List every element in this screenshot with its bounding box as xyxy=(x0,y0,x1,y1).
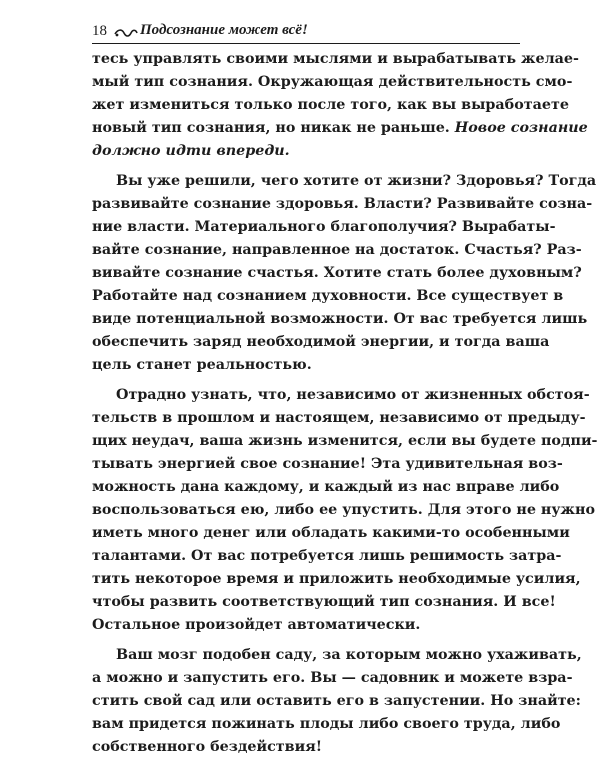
text-line: Остальное произойдет автоматически. xyxy=(92,617,421,633)
italic-segment: Новое сознание xyxy=(449,120,588,136)
paragraph xyxy=(92,170,597,377)
body-text xyxy=(92,48,598,759)
page-header xyxy=(92,21,520,43)
flourish-ornament-icon xyxy=(114,27,138,39)
text-line: Отрадно узнать, что, независимо от жизненных обстоя- xyxy=(116,387,590,403)
text-line: воспользоваться ею, либо ее упустить. Для этого не нужно xyxy=(92,502,595,518)
text-line: вам придется пожинать плоды либо своего труда, либо xyxy=(92,716,561,732)
text-line: Работайте над сознанием духовности. Все существует в xyxy=(92,288,564,304)
text-line: жет измениться только после того, как вы выработаете xyxy=(92,97,569,113)
running-title: Подсознание может всё! xyxy=(140,22,308,38)
text-line: чтобы развить соответствующий тип сознания. И все! xyxy=(92,594,556,610)
text-line: тельств в прошлом и настоящем, независимо от предыду- xyxy=(92,410,586,426)
text-line: можность дана каждому, и каждый из нас вправе либо xyxy=(92,479,560,495)
text-line: стить свой сад или оставить его в запустении. Но знайте: xyxy=(92,693,581,709)
page-number: 18 xyxy=(92,23,107,39)
text-line: тить некоторое время и приложить необходимые усилия, xyxy=(92,571,581,587)
text-line: должно идти впереди. xyxy=(92,143,290,159)
text-line: обеспечить заряд необходимой энергии, и тогда ваша xyxy=(92,334,550,350)
text-line: щих неудач, ваша жизнь изменится, если вы будете подпи- xyxy=(92,433,598,449)
text-line xyxy=(92,117,588,140)
text-line: а можно и запустить его. Вы — садовник и можете взра- xyxy=(92,670,573,686)
text-line: иметь много денег или обладать какими-то особенными xyxy=(92,525,570,541)
text-line: собственного бездействия! xyxy=(92,739,323,755)
text-line: талантами. От вас потребуется лишь решимость затра- xyxy=(92,548,562,564)
paragraph xyxy=(92,48,588,163)
text-segment: новый тип сознания, но никак не раньше. xyxy=(92,120,450,136)
text-line: цель станет реальностью. xyxy=(92,357,312,373)
text-line: Вы уже решили, чего хотите от жизни? Здоровья? Тогда xyxy=(116,173,597,189)
text-line: виде потенциальной возможности. От вас требуется лишь xyxy=(92,311,588,327)
text-line: вайте сознание, направленное на достаток. Счастья? Раз- xyxy=(92,242,582,258)
header-rule xyxy=(92,43,520,44)
text-line: мый тип сознания. Окружающая действительность смо- xyxy=(92,74,573,90)
text-line: ние власти. Материального благополучия? Вырабаты- xyxy=(92,219,556,235)
paragraph xyxy=(92,384,598,637)
text-line: тесь управлять своими мыслями и вырабатывать желае- xyxy=(92,51,579,67)
text-line: вивайте сознание счастья. Хотите стать более духовным? xyxy=(92,265,582,281)
paragraph xyxy=(92,644,582,759)
text-line: развивайте сознание здоровья. Власти? Развивайте созна- xyxy=(92,196,593,212)
text-line: Ваш мозг подобен саду, за которым можно ухаживать, xyxy=(116,647,582,663)
text-line: тывать энергией свое сознание! Эта удивительная воз- xyxy=(92,456,563,472)
